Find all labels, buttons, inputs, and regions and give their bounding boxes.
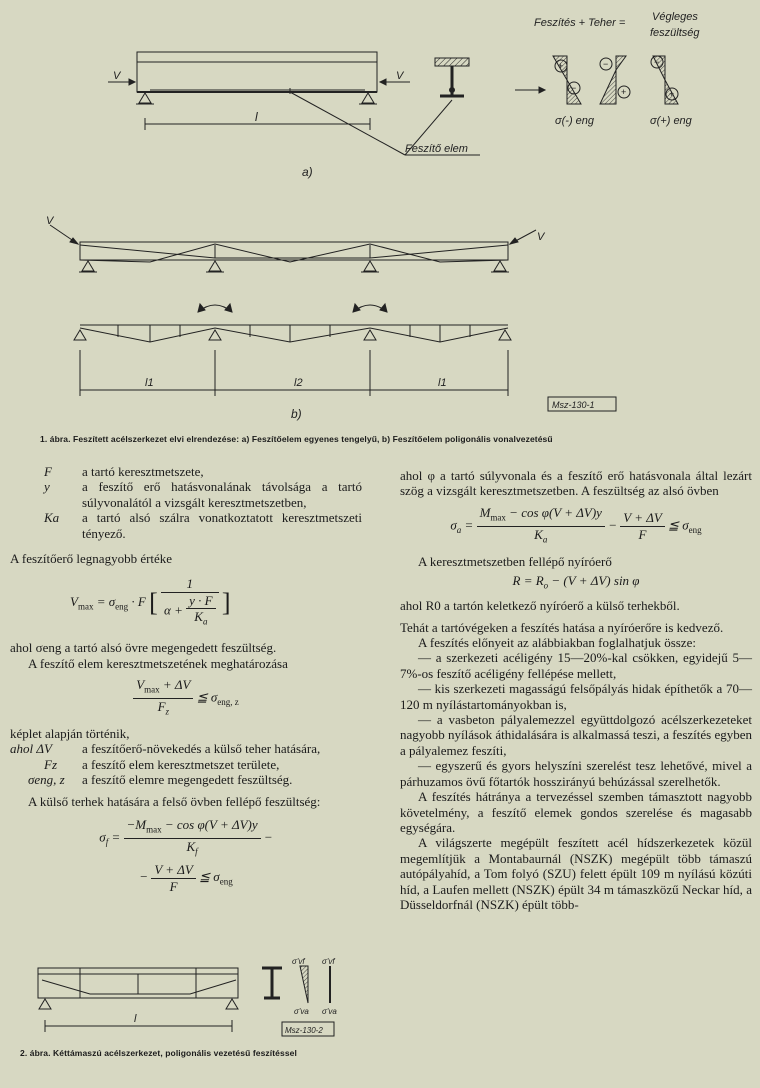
figure-2 (0, 958, 370, 1088)
p-tehat: Tehát a tartóvégeken a feszítés hatása a nyíróerőre is kedvező. (400, 619, 724, 635)
beam-1a (108, 52, 480, 155)
figure-1-caption: 1. ábra. Feszített acélszerkezet elvi elrendezése: a) Feszítőelem egyenes tengelyű, b) Feszítőelem poligonális vonalvezetésű (40, 434, 553, 444)
label-sigma-neg: σ(-) eng (555, 115, 595, 127)
svg-text:+: + (621, 87, 627, 97)
p-R0: ahol R0 a tartón keletkező nyíróerő a külső terhekből. (400, 598, 680, 614)
figure-1a (0, 0, 760, 200)
label-l1-left: l1 (145, 377, 154, 389)
p-bullet-1: — a szerkezeti acéligény 15—20%-kal csökken, egyidejű 5—7%-os feszítő acéligény fellépése mellett, (400, 650, 752, 681)
formula-sigma-a: $\sigma_a$ = $\frac{M_{max} - \cos \varphi(V + \Delta V)y}{K_a}$ − $\frac{V + \Delta V}{F}$ ≦ $\sigma_{eng}$ (450, 504, 702, 545)
fig2-label-l: l (134, 1013, 137, 1025)
label-v-right: V (396, 70, 404, 82)
label-v-left: V (113, 70, 121, 82)
formula-fz: $\frac{V_{max} + \Delta V}{F_z}$ ≦ $\sigma_{eng, z}$ (10, 677, 362, 720)
label-sigma-pos: σ(+) eng (650, 115, 692, 127)
p-hatranya: A feszítés hátránya a tervezéssel szemben támasztott nagyobb követelmény, a feszítő elemek gondos szerelése és magasabb egységára. (400, 789, 752, 835)
fig2-label-sa: σ'va (294, 1007, 309, 1016)
formula-vmax: $V_{max} = \sigma_{eng} \cdot F$ [ 1 α + $\frac{y \cdot F}{K_a}$ ] (70, 576, 231, 627)
formula-sigma-f: $\sigma_f$ = $\frac{-M_{max} - \cos \varphi(V + \Delta V)y}{K_f}$ − (99, 817, 273, 857)
label-feszites-teher: Feszítés + Teher = (534, 17, 626, 29)
def-F: F a tartó keresztmetszete, (44, 464, 204, 479)
p-elonyei: A feszítés előnyeit az alábbiakban foglalhatjuk össze: (418, 635, 696, 651)
fig2-label-sf: σ'vf (292, 958, 305, 966)
def-sigma-z: σeng, z a feszítő elemre megengedett feszültség. (28, 772, 293, 788)
svg-text:−: − (654, 57, 660, 67)
p-ahol-phi: ahol φ a tartó súlyvonala és a feszítő erő hatásvonala által lezárt szög a vizsgált keresztmetszetben. A feszültség az alsó övben (400, 468, 752, 499)
def-dV: ahol ΔV a feszítőerő-növekedés a külső teher hatására, (10, 741, 321, 757)
label-l1-right: l1 (438, 377, 447, 389)
p-nyiro: A keresztmetszetben fellépő nyíróerő (418, 553, 612, 569)
left-column (10, 464, 362, 896)
formula-R: $R = R_o - (V + \Delta V)$ sin φ (512, 573, 640, 591)
formula-sigma-f-2: − $\frac{V + \Delta V}{F}$ ≦ $\sigma_{eng}$ (139, 862, 233, 894)
label-l: l (255, 110, 258, 124)
ref-code-2: Msz-130-2 (285, 1026, 323, 1035)
p-vmax: A feszítőerő legnagyobb értéke (10, 551, 173, 567)
def-Ka: Ka a tartó alsó szálra vonatkoztatott keresztmetszeti tényező. (44, 510, 362, 541)
ref-code-1: Msz-130-1 (552, 400, 595, 410)
p-bullet-4: — egyszerű és gyors helyszíni szerelést tesz lehetővé, mivel a párhuzamos övű főtartók hosszirányú behúzással szerelhetők. (400, 758, 752, 789)
svg-text:+: + (558, 61, 564, 71)
p-feszito-elem: A feszítő elem keresztmetszetének meghatározása (28, 655, 288, 671)
def-Fz: Fz a feszítő elem keresztmetszet területe, (44, 756, 280, 772)
p-bullet-2: — kis szerkezeti magasságú felsőpályás hidak építhetők a 70—120 m nyílástartományokban is, (400, 681, 752, 712)
i-section (435, 58, 469, 96)
figure-1b (0, 200, 760, 430)
fig2-label-sf-2: σ'vf (322, 958, 335, 966)
label-l2: l2 (294, 377, 303, 389)
right-column (400, 468, 752, 912)
p-ahol-eng: ahol σeng a tartó alsó övre megengedett feszültség. (10, 640, 277, 656)
label-feszultseg: feszültség (650, 27, 700, 39)
p-kulso: A külső terhek hatására a felső övben fellépő feszültség: (28, 793, 321, 809)
svg-text:−: − (571, 83, 577, 93)
label-a: a) (302, 165, 313, 179)
fig2-label-sa-2: σ'va (322, 1007, 337, 1016)
label-v-1b-left: V (46, 215, 54, 227)
svg-text:+: + (669, 89, 675, 99)
p-keplet: képlet alapján történik, (10, 726, 130, 742)
label-vegleges: Végleges (652, 11, 698, 23)
label-feszito-elem: Feszítő elem (405, 143, 468, 155)
label-v-1b-right: V (537, 231, 545, 243)
p-bullet-3: — a vasbeton pályalemezzel együttdolgozó acélszerkezeteket nagyobb nyílások áthidalására is alkalmassá teszi, a feszítés egyben a pályalemez feszíti, (400, 712, 752, 758)
label-b: b) (291, 407, 302, 421)
def-y: y a feszítő erő hatásvonalának távolsága a tartó súlyvonalától a vizsgált keresztmetszetben, (44, 479, 362, 510)
figure-2-caption: 2. ábra. Kéttámaszú acélszerkezet, poligonális vezetésű feszítéssel (20, 1048, 297, 1058)
p-vilag: A világszerte megépült feszített acél hídszerkezetek közül megemlítjük a Montabaurnál (NSZK) megépült több támaszú autópályahíd, a Tom folyó (SZU) felett épült 109 m nyílású közúti híd, a Laufen mellett (NSZK) épült 34 m támaszközű Neckar híd, a Düsseldorfnál (NSZK) épült több- (400, 835, 752, 912)
svg-text:−: − (603, 59, 609, 69)
